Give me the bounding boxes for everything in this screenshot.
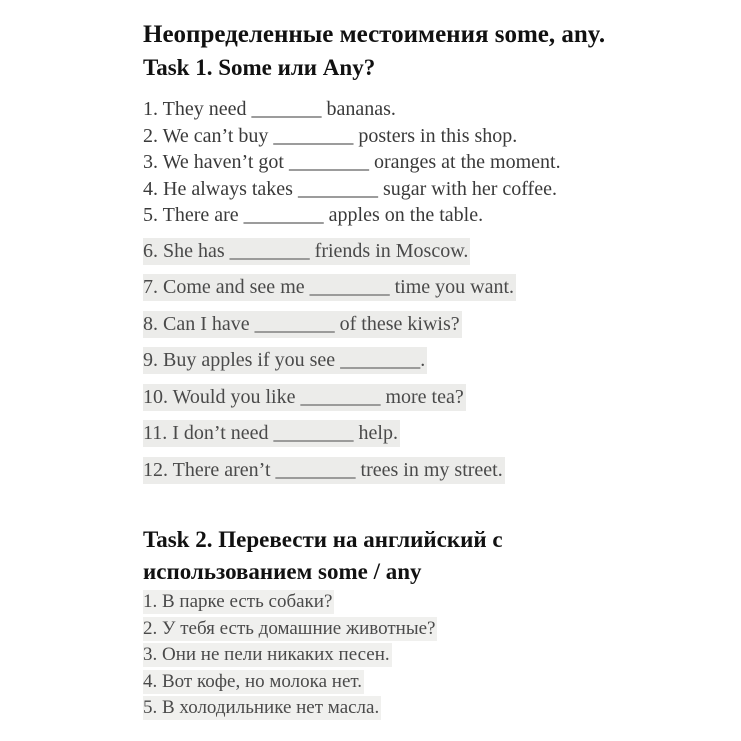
task1-list-shaded: [143, 237, 733, 485]
list-item: 2. We can’t buy ________ posters in this shop.: [143, 124, 518, 147]
list-item: 5. There are ________ apples on the table.: [143, 204, 484, 226]
list-item: [143, 642, 733, 669]
list-item: [143, 346, 733, 374]
list-item: 4. He always takes ________ sugar with her coffee.: [143, 177, 557, 200]
page-title: Неопределенные местоимения some, any.: [143, 21, 606, 48]
list-item: [143, 310, 733, 338]
list-item: [143, 419, 733, 447]
worksheet: [143, 18, 733, 722]
list-item-text: 12. There aren’t ________ trees in my street.: [143, 457, 505, 484]
list-item: [143, 669, 733, 696]
task2-heading-line1: Task 2. Перевести на английский с: [143, 527, 503, 553]
list-item: [143, 616, 733, 643]
list-item: 1. They need _______ bananas.: [143, 98, 396, 120]
list-item: [143, 456, 733, 484]
task1-section: [143, 52, 733, 484]
list-item-text: 5. В холодильнике нет масла.: [143, 697, 380, 719]
task2-heading-line2: использованием some / any: [143, 559, 422, 585]
list-item-text: 6. She has ________ friends in Moscow.: [143, 238, 470, 265]
list-item: [143, 695, 733, 722]
task2-list: [143, 589, 733, 722]
list-item-text: 3. Они не пели никаких песен.: [143, 644, 390, 666]
list-item-text: 11. I don’t need ________ help.: [143, 420, 400, 447]
task2-section: [143, 524, 733, 722]
list-item: [143, 383, 733, 411]
list-item-text: 10. Would you like ________ more tea?: [143, 384, 466, 411]
list-item-text: 8. Can I have ________ of these kiwis?: [143, 311, 462, 338]
task1-heading: Task 1. Some или Any?: [143, 55, 376, 80]
list-item-text: 1. В парке есть собаки?: [143, 591, 333, 613]
task1-list-plain: [143, 96, 733, 229]
list-item-text: 9. Buy apples if you see ________.: [143, 347, 427, 374]
list-item: [143, 237, 733, 265]
list-item-text: 2. У тебя есть домашние животные?: [143, 617, 436, 639]
list-item: 3. We haven’t got ________ oranges at the moment.: [143, 151, 561, 173]
list-item-text: 7. Come and see me ________ time you want.: [143, 274, 516, 301]
list-item: [143, 589, 733, 616]
list-item: [143, 273, 733, 301]
list-item-text: 4. Вот кофе, но молока нет.: [143, 670, 363, 692]
